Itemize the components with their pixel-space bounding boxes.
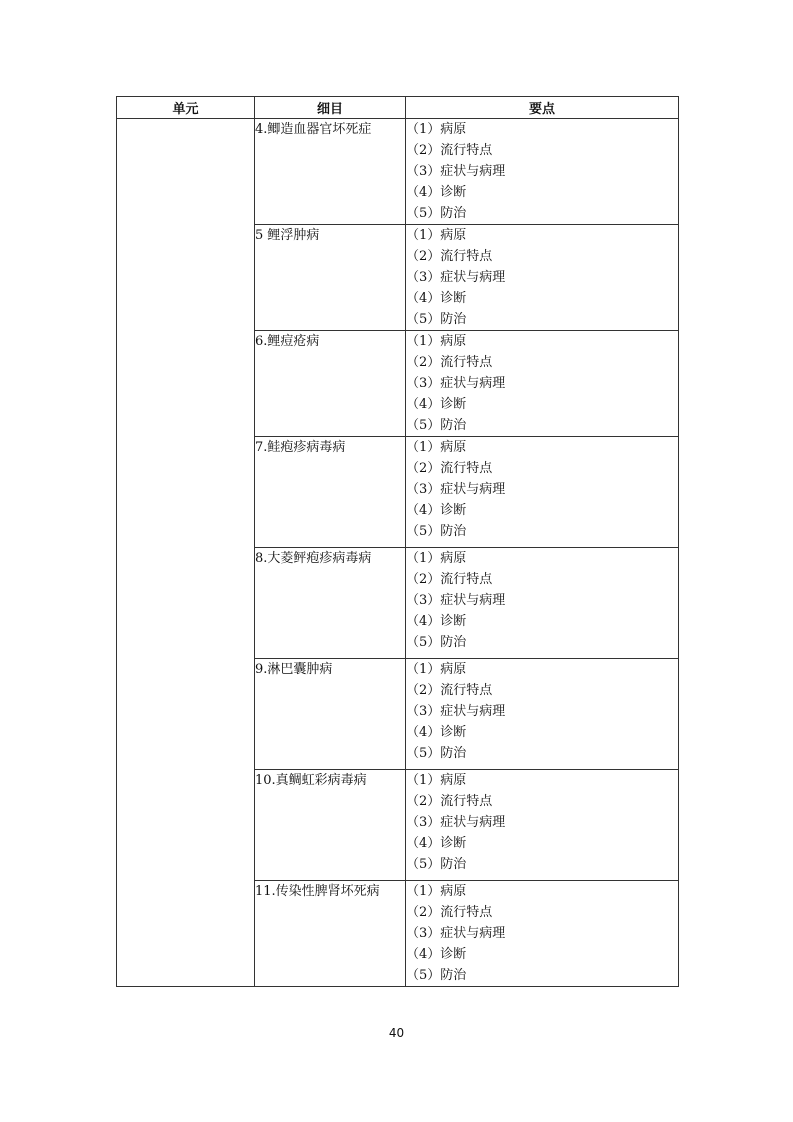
point-item: （1）病原 [406, 440, 467, 455]
point-item: （3）症状与病理 [406, 704, 506, 719]
point-item: （5）防治 [406, 312, 467, 327]
point-item: （2）流行特点 [406, 683, 493, 698]
point-item: （1）病原 [406, 334, 467, 349]
point-item: （1）病原 [406, 122, 467, 137]
syllabus-table [116, 96, 679, 987]
point-item: （2）流行特点 [406, 905, 493, 920]
point-item: （2）流行特点 [406, 794, 493, 809]
table-body [117, 119, 679, 987]
point-item: （4）诊断 [406, 397, 467, 412]
point-item: （4）诊断 [406, 614, 467, 629]
point-item: （4）诊断 [406, 836, 467, 851]
header-item: 细目 [255, 97, 406, 119]
points-cell [406, 437, 679, 548]
point-item: （5）防治 [406, 524, 467, 539]
point-item: （5）防治 [406, 206, 467, 221]
points-cell [406, 331, 679, 437]
item-cell: 8.大菱鲆疱疹病毒病 [255, 548, 406, 659]
item-cell: 7.鲑疱疹病毒病 [255, 437, 406, 548]
point-item: （5）防治 [406, 857, 467, 872]
table-row [117, 119, 679, 225]
point-item: （1）病原 [406, 662, 467, 677]
point-item: （3）症状与病理 [406, 376, 506, 391]
point-item: （4）诊断 [406, 725, 467, 740]
point-item: （2）流行特点 [406, 461, 493, 476]
page-number: 40 [388, 1026, 405, 1040]
points-cell [406, 770, 679, 881]
point-item: （1）病原 [406, 551, 467, 566]
item-cell: 4.鲫造血器官坏死症 [255, 119, 406, 225]
point-item: （2）流行特点 [406, 572, 493, 587]
points-cell [406, 659, 679, 770]
point-item: （3）症状与病理 [406, 815, 506, 830]
point-item: （3）症状与病理 [406, 926, 506, 941]
point-item: （2）流行特点 [406, 355, 493, 370]
point-item: （3）症状与病理 [406, 482, 506, 497]
item-cell: 6.鲤痘疮病 [255, 331, 406, 437]
point-item: （5）防治 [406, 418, 467, 433]
point-item: （2）流行特点 [406, 143, 493, 158]
point-item: （5）防治 [406, 635, 467, 650]
point-item: （4）诊断 [406, 947, 467, 962]
table-header-row [117, 97, 679, 119]
points-cell [406, 881, 679, 987]
point-item: （2）流行特点 [406, 249, 493, 264]
header-points: 要点 [406, 97, 679, 119]
item-cell: 9.淋巴囊肿病 [255, 659, 406, 770]
item-cell: 5 鲤浮肿病 [255, 225, 406, 331]
point-item: （4）诊断 [406, 503, 467, 518]
points-cell [406, 225, 679, 331]
point-item: （1）病原 [406, 884, 467, 899]
point-item: （1）病原 [406, 773, 467, 788]
point-item: （3）症状与病理 [406, 164, 506, 179]
point-item: （5）防治 [406, 968, 467, 983]
point-item: （4）诊断 [406, 185, 467, 200]
point-item: （4）诊断 [406, 291, 467, 306]
point-item: （1）病原 [406, 228, 467, 243]
point-item: （3）症状与病理 [406, 270, 506, 285]
header-unit: 单元 [117, 97, 255, 119]
points-cell [406, 119, 679, 225]
point-item: （5）防治 [406, 746, 467, 761]
item-cell: 11.传染性脾肾坏死病 [255, 881, 406, 987]
unit-cell [117, 119, 255, 987]
item-cell: 10.真鲷虹彩病毒病 [255, 770, 406, 881]
point-item: （3）症状与病理 [406, 593, 506, 608]
points-cell [406, 548, 679, 659]
